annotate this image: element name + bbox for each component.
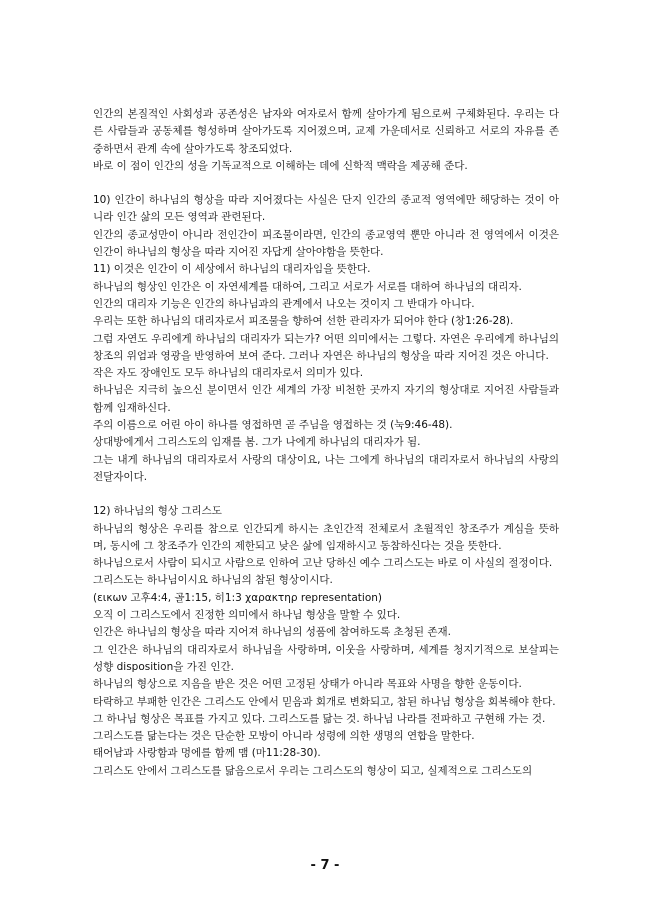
paragraph: 10) 인간이 하나님의 형상을 따라 지어졌다는 사실은 단지 인간의 종교적 영역에만 해당하는 것이 아니라 인간 삶의 모든 영역과 관련된다. [93,194,559,224]
paragraph: 작은 자도 장애인도 모두 하나님의 대리자로서 의미가 있다. [93,367,364,380]
paragraph: 우리는 또한 하나님의 대리자로서 피조물을 향하여 선한 관리자가 되어야 한다 (창1:26-28). [93,315,514,328]
paragraph: 인간의 종교성만이 아니라 전인간이 피조물이라면, 인간의 종교영역 뿐만 아니라 전 영역에서 이것은 인간이 하나님의 형상을 따라 지어진 자답게 살아야함을 뜻한다. [93,228,559,259]
paragraph: 하나님의 형상은 우리를 참으로 인간되게 하시는 초인간적 전체로서 초월적인 창조주가 계심을 뜻하며, 동시에 그 창조주가 인간의 제한되고 낮은 삶에 임재하시고 동참하신다는 것을 뜻한다. [93,522,559,552]
paragraph: 그럼 자연도 우리에게 하나님의 대리자가 되는가? 어떤 의미에서는 그렇다. 자연은 우리에게 하나님의 창조의 위엄과 영광을 반영하여 보여 준다. 그러나 자연은 하나님의 형상을 따라 지어진 것은 아니다. [93,332,559,362]
paragraph: 그 인간은 하나님의 대리자로서 하나님을 사랑하며, 이웃을 사랑하며, 세계를 청지기적으로 보살피는 성향 disposition을 가진 인간. [93,643,559,673]
paragraph: 타락하고 부패한 인간은 그리스도 안에서 믿음과 회개로 변화되고, 참된 하나님 형상을 회복해야 한다. [93,695,556,708]
paragraph: 그 하나님 형상은 목표를 가지고 있다. 그리스도를 닮는 것. 하나님 나라를 전파하고 구현해 가는 것. [93,712,546,725]
paragraph: 그리스도는 하나님이시요 하나님의 참된 형상이시다. [93,574,333,587]
paragraph: 12) 하나님의 형상 그리스도 [93,505,222,518]
paragraph: 인간은 하나님의 형상을 따라 지어져 하나님의 성품에 참여하도록 초청된 존재. [93,626,451,639]
paragraph: 그는 내게 하나님의 대리자로서 사랑의 대상이요, 나는 그에게 하나님의 대리자로서 하나님의 사랑의 전달자이다. [93,453,559,483]
paragraph: 그리스도 안에서 그리스도를 닮음으로서 우리는 그리스도의 형상이 되고, 실제적으로 그리스도의 [93,764,533,777]
paragraph: 인간의 대리자 기능은 인간의 하나님과의 관계에서 나오는 것이지 그 반대가 아니다. [93,297,475,310]
paragraph: 오직 이 그리스도에서 진정한 의미에서 하나님 형상을 말할 수 있다. [93,609,401,622]
paragraph: 11) 이것은 인간이 이 세상에서 하나님의 대리자임을 뜻한다. [93,263,371,276]
paragraph: (εικων 고후4:4, 골1:15, 히1:3 χαρακτηρ representation) [93,591,382,604]
paragraph: 인간의 본질적인 사회성과 공존성은 남자와 여자로서 함께 살아가게 됨으로써 구체화된다. 우리는 다른 사람들과 공동체를 형성하며 살아가도록 지어졌으며, 교제 가운데서로 신뢰하고 서로의 자유를 존중하면서 관계 속에 살아가도록 창조되었다. [93,108,559,155]
paragraph: 상대방에게서 그리스도의 임재를 봄. 그가 나에게 하나님의 대리자가 됨. [93,436,421,449]
paragraph-gap [93,486,559,503]
paragraph-gap [93,175,559,192]
paragraph: 하나님의 형상으로 지음을 받은 것은 어떤 고정된 상태가 아니라 목표와 사명을 향한 운동이다. [93,678,522,691]
paragraph: 그리스도를 닮는다는 것은 단순한 모방이 아니라 성령에 의한 생명의 연합을 말한다. [93,730,475,743]
paragraph: 하나님의 형상인 인간은 이 자연세계를 대하여, 그리고 서로가 서로를 대하여 하나님의 대리자. [93,280,522,293]
paragraph: 바로 이 점이 인간의 성을 기독교적으로 이해하는 데에 신학적 맥락을 제공해 준다. [93,159,468,172]
paragraph: 하나님은 지극히 높으신 분이면서 인간 세계의 가장 비천한 곳까지 자기의 형상대로 지어진 사람들과 함께 임재하신다. [93,384,559,414]
page-number: - 7 - [310,858,340,873]
paragraph: 태어남과 사랑함과 멍에를 함께 맴 (마11:28-30). [93,747,321,760]
paragraph: 하나님으로서 사람이 되시고 사람으로 인하여 고난 당하신 예수 그리스도는 바로 이 사실의 절정이다. [93,557,553,570]
body-text [93,106,559,780]
paragraph: 주의 이름으로 어린 아이 하나를 영접하면 곧 주님을 영접하는 것 (눅9:46-48). [93,419,453,432]
